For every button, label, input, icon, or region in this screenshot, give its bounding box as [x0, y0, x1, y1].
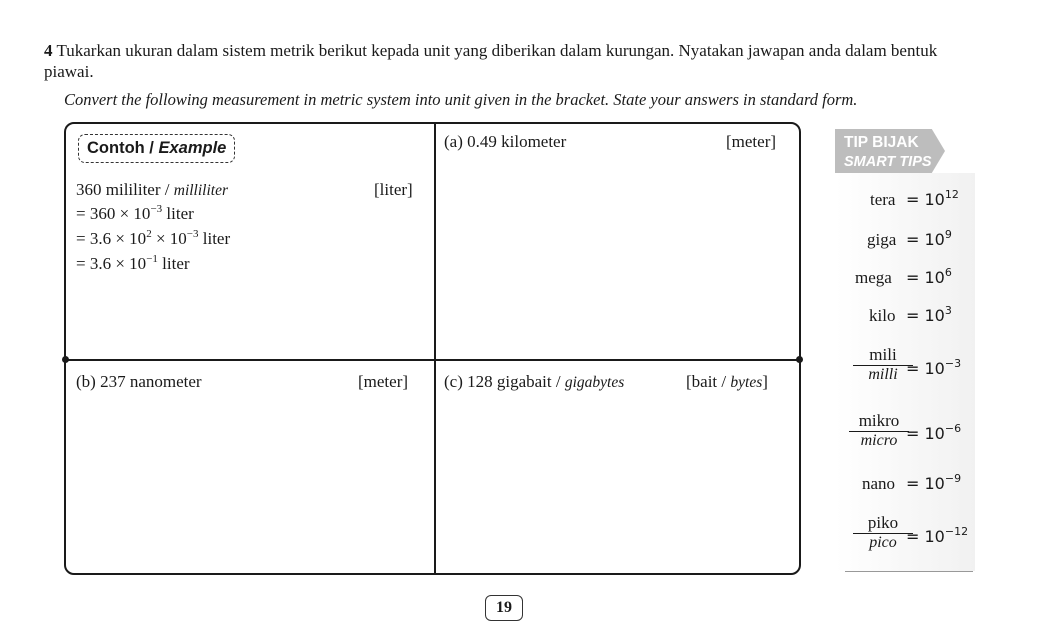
tip-mega-value: = $10^6$ [906, 266, 952, 287]
tip-giga-name: giga [867, 230, 897, 249]
tip-mili-name: mili milli [853, 345, 913, 384]
question-number: 4 [44, 41, 53, 60]
tip-piko-value: = $10^{-12}$ [906, 525, 969, 546]
tips-subtitle: SMART TIPS [844, 154, 932, 170]
tip-giga-value: = $10^9$ [906, 228, 952, 249]
vertical-divider [434, 124, 436, 573]
tip-nano-name: nano [862, 474, 896, 493]
tip-mili-value: = $10^{-3}$ [906, 357, 962, 378]
tip-tera-name: tera [870, 190, 896, 209]
example-step3: = $3.6 \times 10^{-1}$ liter [76, 253, 190, 273]
tip-mikro-name: mikro micro [849, 411, 909, 450]
divider-dot-right [796, 356, 803, 363]
question-text-en: Convert the following measurement in metric system into unit given in the bracket. State your answers in standard form. [64, 90, 858, 109]
page-number: 19 [485, 595, 523, 621]
example-step1: = $360 \times 10^{-3}$ liter [76, 203, 194, 223]
tip-mikro-value: = $10^{-6}$ [906, 422, 962, 443]
item-c-label: (c) 128 gigabait / gigabytes [444, 372, 625, 391]
example-given: 360 mililiter / milliliter [76, 180, 228, 199]
horizontal-divider [66, 359, 799, 361]
tip-mega-name: mega [855, 268, 892, 287]
tips-title: TIP BIJAK [844, 134, 919, 151]
item-a-label: (a) 0.49 kilometer [444, 132, 567, 151]
item-b-label: (b) 237 nanometer [76, 372, 202, 391]
divider-dot-left [62, 356, 69, 363]
example-unit: [liter] [374, 180, 413, 199]
tip-tera-value: = $10^{12}$ [906, 188, 959, 209]
question-text-ms: Tukarkan ukuran dalam sistem metrik berikut kepada unit yang diberikan dalam kurungan. Nyatakan jawapan anda dalam bentuk piawai. [44, 41, 938, 81]
tip-kilo-value: = $10^3$ [906, 304, 952, 325]
tip-nano-value: = $10^{-9}$ [906, 472, 962, 493]
example-step2: = $3.6 \times 10^2 \times 10^{-3}$ liter [76, 228, 231, 248]
example-badge: Contoh / Example [78, 134, 235, 163]
tips-bottom-rule [845, 571, 973, 572]
tip-kilo-name: kilo [869, 306, 896, 325]
answer-grid [64, 122, 801, 575]
item-a-unit: [meter] [726, 132, 777, 151]
question-ms [44, 40, 984, 82]
item-c-unit: [bait / bytes] [686, 372, 768, 391]
item-b-unit: [meter] [358, 372, 409, 391]
tip-piko-name: piko pico [853, 513, 913, 552]
